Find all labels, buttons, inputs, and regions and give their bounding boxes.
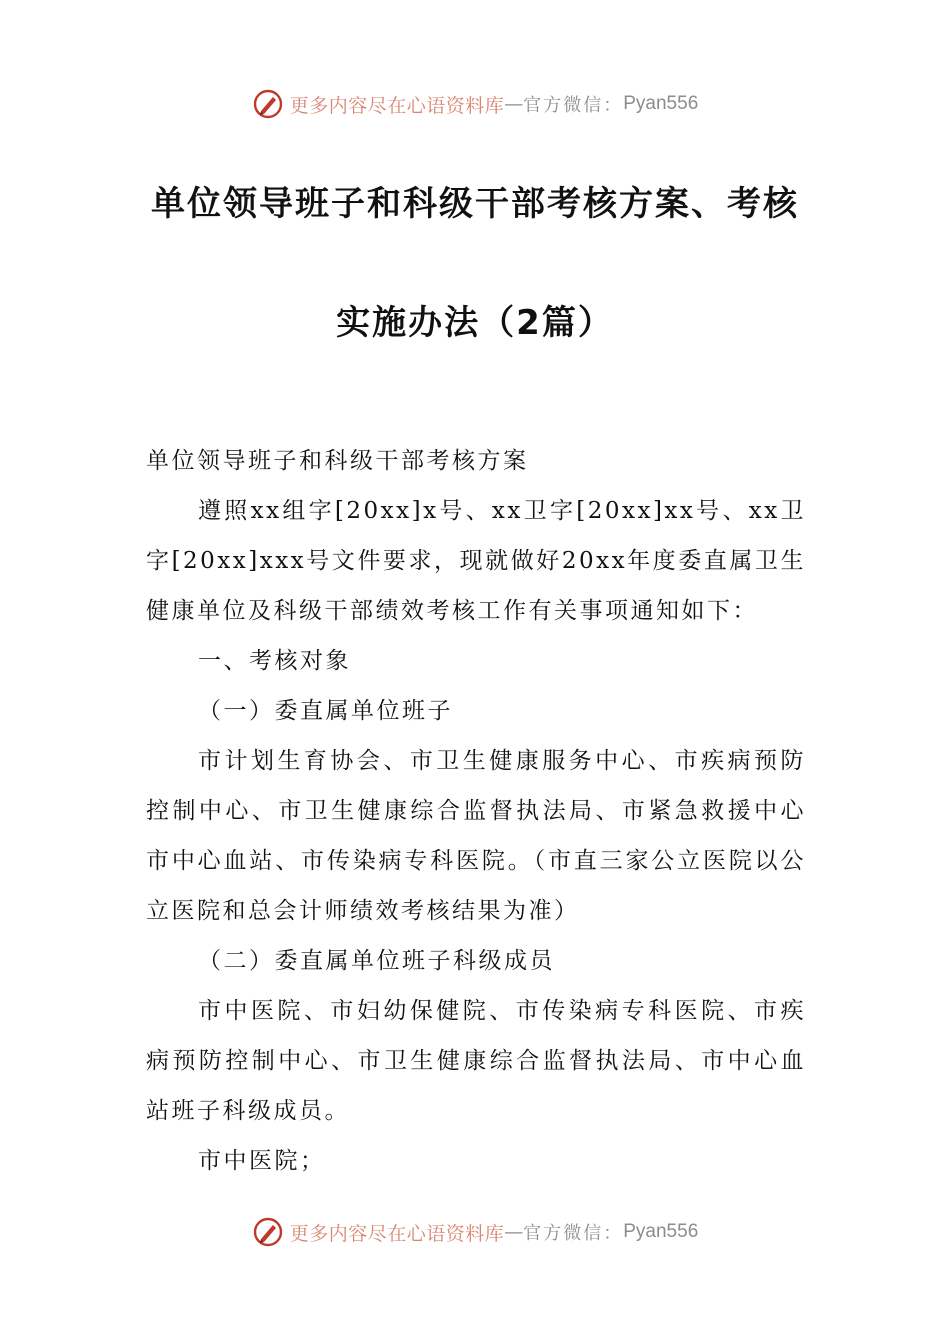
- document-title-line-2: 实施办法（2篇）: [336, 303, 614, 343]
- list-item-hospital: 市中医院；: [198, 1148, 326, 1174]
- watermark-wechat-id: Pyan556: [623, 93, 699, 114]
- section-heading: 单位领导班子和科级干部考核方案: [146, 448, 529, 474]
- intro-paragraph: 遵照xx组字[20xx]x号、xx卫字[20xx]xx号、xx卫字[20xx]xxx号文件要求，现就做好20xx年度委直属卫生健康单位及科级干部绩效考核工作有关事项通知如下：: [146, 498, 806, 624]
- watermark-label: 官方微信：: [523, 1223, 624, 1244]
- document-body: [146, 436, 806, 1186]
- watermark-dash: —: [504, 93, 524, 115]
- pen-logo-icon: [252, 88, 284, 120]
- document-title-line-1: 单位领导班子和科级干部考核方案、考核: [151, 184, 799, 224]
- pen-logo-icon: [252, 1216, 284, 1248]
- subsection-2-paragraph: 市中医院、市妇幼保健院、市传染病专科医院、市疾病预防控制中心、市卫生健康综合监督执法局、市中心血站班子科级成员。: [146, 998, 806, 1124]
- subsection-title-1: （一）委直属单位班子: [198, 698, 453, 724]
- header-watermark: [0, 84, 950, 124]
- subsection-1-paragraph: 市计划生育协会、市卫生健康服务中心、市疾病预防控制中心、市卫生健康综合监督执法局、市紧急救援中心市中心血站、市传染病专科医院。（市直三家公立医院以公立医院和总会计师绩效考核结果为准）: [146, 748, 806, 924]
- footer-watermark: [0, 1212, 950, 1252]
- watermark-dash: —: [504, 1221, 524, 1243]
- watermark-text: 更多内容尽在心语资料库: [289, 94, 505, 117]
- section-title-assessment-targets: 一、考核对象: [198, 648, 351, 674]
- watermark-text: 更多内容尽在心语资料库: [289, 1222, 505, 1245]
- watermark-label: 官方微信：: [523, 95, 624, 116]
- subsection-title-2: （二）委直属单位班子科级成员: [198, 948, 555, 974]
- watermark-wechat-id: Pyan556: [623, 1221, 699, 1242]
